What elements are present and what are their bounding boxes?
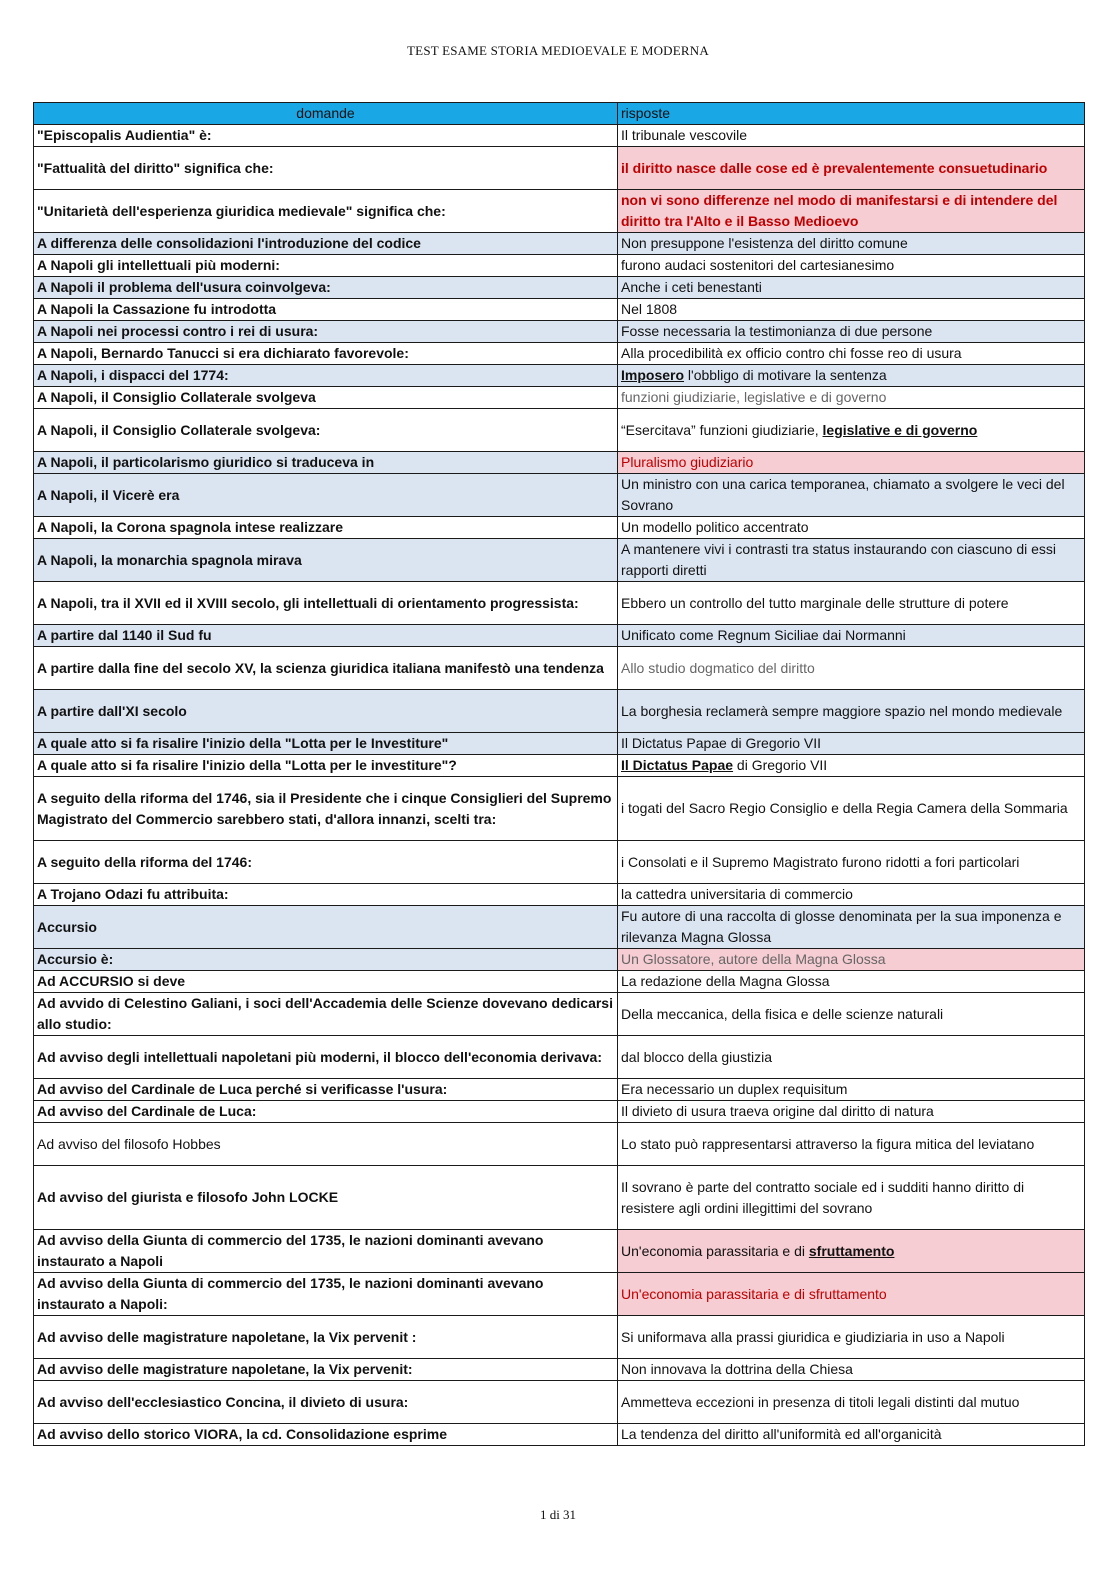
answer-text: Unificato come Regnum Siciliae dai Normanni bbox=[621, 627, 906, 643]
answer-text: Anche i ceti benestanti bbox=[621, 279, 762, 295]
answer-cell bbox=[618, 841, 1085, 884]
answer-text: La redazione della Magna Glossa bbox=[621, 973, 830, 989]
underlined-answer-text: Imposero bbox=[621, 367, 685, 383]
answer-text: Allo studio dogmatico del diritto bbox=[621, 659, 815, 676]
question-cell: A Napoli, Bernardo Tanucci si era dichiarato favorevole: bbox=[34, 343, 618, 365]
answer-text: l'obbligo di motivare la sentenza bbox=[684, 367, 887, 383]
answer-text: funzioni giudiziarie, legislative e di governo bbox=[621, 389, 887, 405]
question-cell: "Fattualità del diritto" significa che: bbox=[34, 147, 618, 190]
answer-text: Nel 1808 bbox=[621, 301, 678, 317]
header-questions: domande bbox=[34, 103, 618, 125]
answer-cell bbox=[618, 387, 1085, 409]
answer-cell bbox=[618, 1316, 1085, 1359]
question-cell: A differenza delle consolidazioni l'introduzione del codice bbox=[34, 233, 618, 255]
answer-cell bbox=[618, 517, 1085, 539]
question-cell: A Napoli, il Vicerè era bbox=[34, 474, 618, 517]
answer-text: furono audaci sostenitori del cartesianesimo bbox=[621, 257, 895, 273]
answer-text: Un Glossatore, autore della Magna Glossa bbox=[621, 951, 886, 967]
answer-text: Della meccanica, della fisica e delle scienze naturali bbox=[621, 1005, 944, 1022]
question-cell: Ad avviso del filosofo Hobbes bbox=[34, 1123, 618, 1166]
question-cell: A Napoli il problema dell'usura coinvolgeva: bbox=[34, 277, 618, 299]
answer-text: Un'economia parassitaria e di sfruttamento bbox=[621, 1285, 887, 1302]
answer-cell bbox=[618, 1101, 1085, 1123]
answer-cell bbox=[618, 365, 1085, 387]
answer-cell bbox=[618, 409, 1085, 452]
question-cell: A quale atto si fa risalire l'inizio della "Lotta per le Investiture" bbox=[34, 733, 618, 755]
answer-cell bbox=[618, 452, 1085, 474]
answer-cell bbox=[618, 474, 1085, 517]
underlined-answer-text: sfruttamento bbox=[808, 1242, 895, 1259]
question-cell: A Trojano Odazi fu attribuita: bbox=[34, 884, 618, 906]
answer-text: Ammetteva eccezioni in presenza di titoli legali distinti dal mutuo bbox=[621, 1393, 1020, 1410]
answer-cell bbox=[618, 255, 1085, 277]
question-cell: Ad avviso della Giunta di commercio del 1735, le nazioni dominanti avevano instaurato a Napoli: bbox=[34, 1273, 618, 1316]
answer-cell bbox=[618, 647, 1085, 690]
question-cell: Accursio bbox=[34, 906, 618, 949]
question-cell: Ad ACCURSIO si deve bbox=[34, 971, 618, 993]
question-cell: Ad avviso del giurista e filosofo John LOCKE bbox=[34, 1166, 618, 1230]
answer-text: A mantenere vivi i contrasti tra status instaurando con ciascuno di essi rapporti diretti bbox=[621, 541, 1056, 578]
answer-cell bbox=[618, 321, 1085, 343]
answer-cell bbox=[618, 733, 1085, 755]
answer-text: Un modello politico accentrato bbox=[621, 519, 809, 535]
answer-cell bbox=[618, 299, 1085, 321]
question-cell: A Napoli, il Consiglio Collaterale svolgeva bbox=[34, 387, 618, 409]
question-cell: Ad avviso della Giunta di commercio del 1735, le nazioni dominanti avevano instaurato a Napoli bbox=[34, 1230, 618, 1273]
answer-cell bbox=[618, 1079, 1085, 1101]
header-answers: risposte bbox=[618, 103, 1085, 125]
answer-cell bbox=[618, 1036, 1085, 1079]
answer-text: Fosse necessaria la testimonianza di due persone bbox=[621, 323, 933, 339]
answer-text: La borghesia reclamerà sempre maggiore spazio nel mondo medievale bbox=[621, 702, 1063, 719]
question-cell: A seguito della riforma del 1746, sia il Presidente che i cinque Consiglieri del Supremo Magistrato del Commercio sarebbero stati, d'allora innanzi, scelti tra: bbox=[34, 777, 618, 841]
answer-text: Fu autore di una raccolta di glosse denominata per la sua imponenza e rilevanza Magna Glossa bbox=[621, 908, 1062, 945]
question-cell: Ad avviso del Cardinale de Luca perché si verificasse l'usura: bbox=[34, 1079, 618, 1101]
answer-text: dal blocco della giustizia bbox=[621, 1048, 772, 1065]
answer-cell bbox=[618, 233, 1085, 255]
qa-table bbox=[33, 102, 1085, 1446]
question-cell: A Napoli, la Corona spagnola intese realizzare bbox=[34, 517, 618, 539]
question-cell: A partire dal 1140 il Sud fu bbox=[34, 625, 618, 647]
underlined-answer-text: Il Dictatus Papae bbox=[621, 757, 734, 773]
question-cell: "Unitarietà dell'esperienza giuridica medievale" significa che: bbox=[34, 190, 618, 233]
answer-cell bbox=[618, 1359, 1085, 1381]
question-cell: A Napoli, la monarchia spagnola mirava bbox=[34, 539, 618, 582]
answer-cell bbox=[618, 539, 1085, 582]
answer-text: Il sovrano è parte del contratto sociale ed i sudditi hanno diritto di resistere agli ordini illegittimi del sovrano bbox=[621, 1178, 1025, 1216]
answer-text: Si uniformava alla prassi giuridica e giudiziaria in uso a Napoli bbox=[621, 1328, 1005, 1345]
page-number: 1 di 31 bbox=[539, 1507, 577, 1522]
question-cell: Ad avviso dello storico VIORA, la cd. Consolidazione esprime bbox=[34, 1424, 618, 1446]
answer-cell bbox=[618, 971, 1085, 993]
question-cell: Ad avviso degli intellettuali napoletani più moderni, il blocco dell'economia derivava: bbox=[34, 1036, 618, 1079]
question-cell: "Episcopalis Audientia" è: bbox=[34, 125, 618, 147]
question-cell: A partire dalla fine del secolo XV, la scienza giuridica italiana manifestò una tendenza bbox=[34, 647, 618, 690]
answer-text: Un ministro con una carica temporanea, chiamato a svolgere le veci del Sovrano bbox=[621, 476, 1065, 513]
answer-text: Alla procedibilità ex officio contro chi fosse reo di usura bbox=[621, 345, 962, 361]
answer-text: Il Dictatus Papae di Gregorio VII bbox=[621, 735, 821, 751]
answer-text: Lo stato può rappresentarsi attraverso la figura mitica del leviatano bbox=[621, 1135, 1035, 1152]
answer-cell bbox=[618, 949, 1085, 971]
answer-cell bbox=[618, 147, 1085, 190]
question-cell: Ad avvido di Celestino Galiani, i soci dell'Accademia delle Scienze dovevano dedicarsi allo studio: bbox=[34, 993, 618, 1036]
answer-cell bbox=[618, 690, 1085, 733]
answer-text: Il tribunale vescovile bbox=[621, 127, 748, 143]
answer-cell bbox=[618, 1123, 1085, 1166]
question-cell: Ad avviso del Cardinale de Luca: bbox=[34, 1101, 618, 1123]
answer-cell bbox=[618, 343, 1085, 365]
answer-text: Non innovava la dottrina della Chiesa bbox=[621, 1361, 853, 1377]
answer-cell bbox=[618, 1273, 1085, 1316]
question-cell: A Napoli, il Consiglio Collaterale svolgeva: bbox=[34, 409, 618, 452]
answer-cell bbox=[618, 582, 1085, 625]
question-cell: A Napoli nei processi contro i rei di usura: bbox=[34, 321, 618, 343]
document-title: TEST ESAME STORIA MEDIOEVALE E MODERNA bbox=[407, 43, 709, 58]
answer-text: Pluralismo giudiziario bbox=[621, 454, 754, 470]
answer-text: di Gregorio VII bbox=[733, 757, 828, 773]
question-cell: A Napoli la Cassazione fu introdotta bbox=[34, 299, 618, 321]
question-cell: A Napoli, il particolarismo giuridico si traduceva in bbox=[34, 452, 618, 474]
answer-text: la cattedra universitaria di commercio bbox=[621, 886, 853, 902]
question-cell: A partire dall'XI secolo bbox=[34, 690, 618, 733]
underlined-answer-text: legislative e di governo bbox=[822, 421, 978, 438]
answer-text: Era necessario un duplex requisitum bbox=[621, 1081, 848, 1097]
answer-text: “Esercitava” funzioni giudiziarie, bbox=[621, 421, 823, 438]
answer-text: Il divieto di usura traeva origine dal diritto di natura bbox=[621, 1103, 934, 1119]
answer-cell bbox=[618, 277, 1085, 299]
answer-cell bbox=[618, 755, 1085, 777]
answer-cell bbox=[618, 777, 1085, 841]
answer-text: Ebbero un controllo del tutto marginale delle strutture di potere bbox=[621, 594, 1009, 611]
answer-cell bbox=[618, 190, 1085, 233]
question-cell: Ad avviso delle magistrature napoletane, la Vix pervenit : bbox=[34, 1316, 618, 1359]
answer-cell bbox=[618, 1424, 1085, 1446]
question-cell: A Napoli, tra il XVII ed il XVIII secolo, gli intellettuali di orientamento progressista: bbox=[34, 582, 618, 625]
answer-text: La tendenza del diritto all'uniformità ed all'organicità bbox=[621, 1426, 942, 1442]
answer-text: i togati del Sacro Regio Consiglio e della Regia Camera della Sommaria bbox=[621, 800, 1068, 816]
question-cell: A seguito della riforma del 1746: bbox=[34, 841, 618, 884]
question-cell: A quale atto si fa risalire l'inizio della "Lotta per le investiture"? bbox=[34, 755, 618, 777]
answer-cell bbox=[618, 625, 1085, 647]
question-cell: Accursio è: bbox=[34, 949, 618, 971]
answer-cell bbox=[618, 884, 1085, 906]
answer-text: i Consolati e il Supremo Magistrato furono ridotti a fori particolari bbox=[621, 853, 1020, 870]
answer-cell bbox=[618, 1230, 1085, 1273]
question-cell: Ad avviso delle magistrature napoletane, la Vix pervenit: bbox=[34, 1359, 618, 1381]
answer-cell bbox=[618, 993, 1085, 1036]
answer-cell bbox=[618, 125, 1085, 147]
question-cell: Ad avviso dell'ecclesiastico Concina, il divieto di usura: bbox=[34, 1381, 618, 1424]
answer-text: non vi sono differenze nel modo di manifestarsi e di intendere del diritto tra l'Alto e il Basso Medioevo bbox=[621, 192, 1058, 229]
answer-text: Non presuppone l'esistenza del diritto comune bbox=[621, 235, 908, 251]
question-cell: A Napoli, i dispacci del 1774: bbox=[34, 365, 618, 387]
answer-cell bbox=[618, 1166, 1085, 1230]
answer-cell bbox=[618, 906, 1085, 949]
answer-text: il diritto nasce dalle cose ed è prevalentemente consuetudinario bbox=[621, 159, 1048, 176]
answer-text: Un'economia parassitaria e di bbox=[621, 1242, 809, 1259]
answer-cell bbox=[618, 1381, 1085, 1424]
question-cell: A Napoli gli intellettuali più moderni: bbox=[34, 255, 618, 277]
